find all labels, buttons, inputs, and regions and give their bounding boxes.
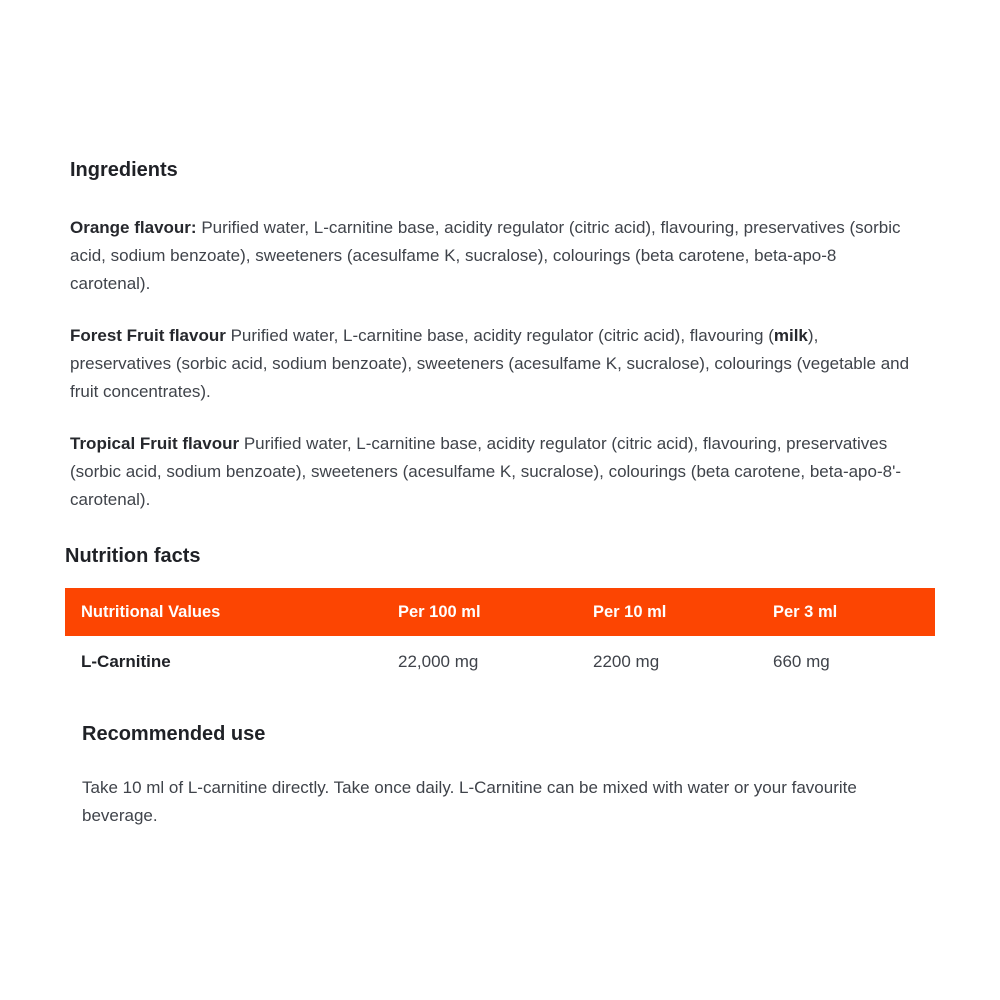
table-header-per-100ml: Per 100 ml	[398, 588, 593, 636]
value-per-3ml: 660 mg	[773, 652, 830, 671]
recommended-use-section	[82, 720, 915, 830]
table-row-l-carnitine	[65, 636, 935, 674]
nutrition-table-header-row	[65, 588, 935, 636]
value-per-100ml: 22,000 mg	[398, 652, 479, 671]
recommended-use-heading: Recommended use	[82, 723, 266, 745]
nutrition-facts-heading: Nutrition facts	[65, 545, 201, 567]
table-header-per-10ml: Per 10 ml	[593, 588, 773, 636]
table-header-nutritional-values: Nutritional Values	[65, 588, 398, 636]
ingredient-paragraph-forest-fruit: Forest Fruit flavour Purified water, L-carnitine base, acidity regulator (citric acid), flavouring (milk), preservatives (sorbic acid, sodium benzoate), sweeteners (acesulfame K, sucralose), colourings (vegetable and fruit concentrates).	[70, 326, 910, 401]
table-header-per-3ml: Per 3 ml	[773, 588, 935, 636]
value-per-10ml: 2200 mg	[593, 652, 660, 671]
recommended-use-text: Take 10 ml of L-carnitine directly. Take once daily. L-Carnitine can be mixed with water or your favourite beverage.	[82, 778, 857, 825]
ingredient-paragraph-tropical-fruit: Tropical Fruit flavour Purified water, L-carnitine base, acidity regulator (citric acid), flavouring, preservatives (sorbic acid, sodium benzoate), sweeteners (acesulfame K, sucralose), colourings (beta carotene, beta-apo-8'-carotenal).	[70, 434, 901, 509]
nutrition-facts-section	[65, 542, 935, 674]
nutrition-table	[65, 588, 935, 674]
ingredients-heading: Ingredients	[70, 159, 178, 181]
ingredients-section	[70, 0, 918, 514]
row-label-l-carnitine: L-Carnitine	[81, 652, 171, 671]
ingredient-paragraph-orange: Orange flavour: Purified water, L-carnitine base, acidity regulator (citric acid), flavouring, preservatives (sorbic acid, sodium benzoate), sweeteners (acesulfame K, sucralose), colourings (beta carotene, beta-apo-8 carotenal).	[70, 218, 901, 293]
